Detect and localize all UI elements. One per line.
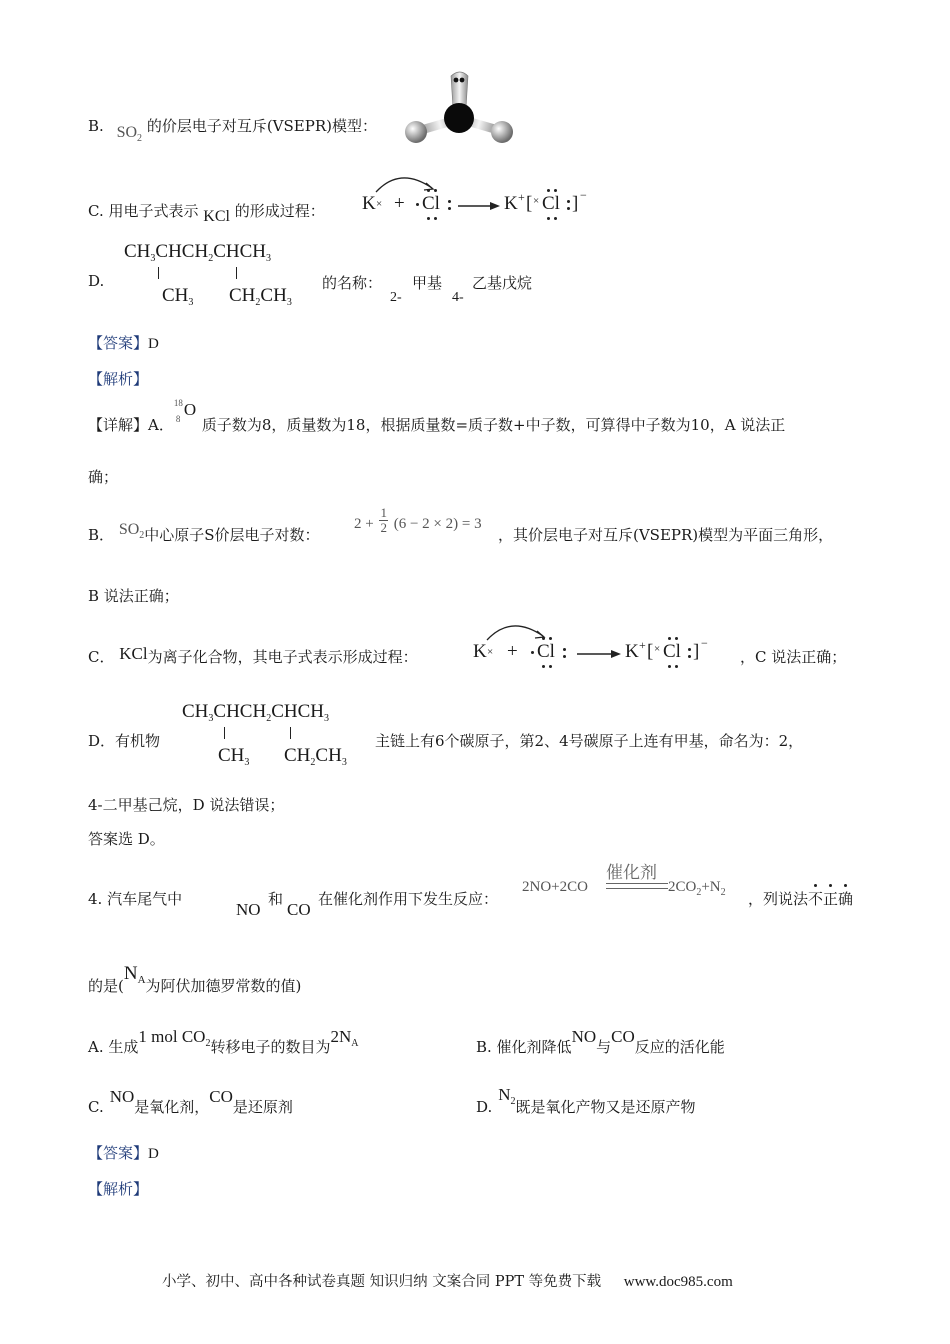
- detail-c-kcl: KCl: [119, 644, 148, 663]
- reaction-equation: [522, 862, 766, 902]
- detail-b-text-2: B 说法正确；: [88, 587, 179, 605]
- methyl-branch: $CH_3$: [162, 285, 194, 308]
- q4-he: 和: [268, 890, 284, 908]
- option-b-line: [88, 115, 377, 144]
- analysis-1-label: 【解析】: [88, 370, 149, 388]
- q4-tail: ，列说法 不 正 确: [748, 888, 853, 909]
- kcl-formula: KCl: [203, 208, 230, 225]
- cl-atom: Cl: [422, 193, 440, 214]
- catalyst-label: 催化剂: [606, 863, 657, 883]
- detail-a-text-2: 确；: [88, 468, 119, 486]
- k-ion-charge: +: [518, 190, 525, 204]
- detail-b-text-after: ，其价层电子对互斥(VSEPR)模型为平面三角形，: [498, 526, 834, 544]
- q4-option-a: A. 生成1 mol $CO_2$转移电子的数目为$2N_A$: [88, 1027, 359, 1056]
- k-ion-charge-2: +: [639, 638, 646, 652]
- structure-formula-detail-d: [182, 702, 372, 772]
- detail-label: 【详解】A．: [88, 416, 174, 434]
- detail-c-prefix: C．: [88, 648, 115, 666]
- electron-formation-top: K × + Cl K + [ × Cl ] −: [362, 170, 602, 225]
- transferred-electron-2: ×: [654, 643, 661, 655]
- plus-sign-2: +: [507, 641, 518, 662]
- detail-c-text: 为离子化合物，其电子式表示形成过程：: [147, 648, 418, 666]
- methyl-branch-2: $CH_3$: [218, 745, 250, 768]
- cl-ion-charge-2: −: [701, 636, 708, 650]
- k-atom-2: K: [473, 641, 487, 662]
- cl-ion-2: Cl: [663, 641, 681, 662]
- detail-d-text: 主链上有6个碳原子，第2、4号碳原子上连有甲基，命名为：2，: [375, 732, 804, 750]
- fraction-denominator: 2: [380, 519, 387, 535]
- detail-c-line: [88, 646, 418, 667]
- reaction-arrow-icon: [458, 201, 502, 211]
- option-d-n2: $N_2$: [498, 1085, 516, 1107]
- reaction-arrow-icon-2: [577, 649, 623, 659]
- option-a-value: $2N_A$: [330, 1027, 359, 1049]
- answer-2-label: 【答案】: [88, 1144, 149, 1162]
- cl-ion: Cl: [542, 193, 560, 214]
- question-4-prefix: 4. 汽车尾气中: [88, 890, 183, 908]
- answer-1: [88, 332, 159, 353]
- detail-d-text-3: 答案选 D。: [88, 830, 165, 848]
- main-chain-2: $CH_3CHCH_2CHCH_3$: [182, 701, 329, 724]
- detail-b-line: [88, 521, 320, 545]
- reactants: 2NO+2CO: [522, 879, 588, 895]
- detail-d-text-2: 4-二甲基己烷，D 说法错误；: [88, 796, 285, 814]
- detail-b-so2: $SO_2$: [118, 521, 145, 541]
- footer-url[interactable]: www.doc985.com: [623, 1274, 733, 1290]
- ethyl-branch-2: $CH_2CH_3$: [284, 745, 347, 768]
- option-b-prefix: B.: [88, 117, 104, 135]
- name-locant-4: 4-: [452, 290, 464, 305]
- emphasis-que: 确: [838, 890, 853, 908]
- name-methyl: 甲基: [412, 274, 443, 292]
- name-ethylpentane: 乙基戊烷: [472, 274, 533, 292]
- detail-b-prefix: B．: [88, 526, 115, 544]
- answer-1-label: 【答案】: [88, 334, 149, 352]
- answer-2-value: D: [148, 1146, 159, 1162]
- transferred-electron: ×: [533, 195, 540, 207]
- answer-2: [88, 1142, 159, 1163]
- option-d-prefix: D.: [88, 272, 105, 290]
- k-atom: K: [362, 193, 376, 214]
- k-electron: ×: [376, 198, 383, 210]
- footer: [162, 1270, 733, 1291]
- q4-line-2: 的是($N_A$为阿伏加德罗常数的值): [88, 963, 302, 995]
- analysis-2-label: 【解析】: [88, 1180, 149, 1198]
- electron-formation-bottom: K × + Cl K + [ × Cl ] −: [473, 618, 733, 673]
- name-locant-2: 2-: [390, 290, 402, 305]
- so2-formula: $SO_2$: [116, 124, 143, 144]
- emphasis-bu: 不: [808, 890, 823, 908]
- structure-formula-d: [124, 242, 314, 312]
- electron-transfer-arrow-icon: [370, 170, 450, 194]
- footer-text: 小学、初中、高中各种试卷真题 知识归纳 文案合同 PPT 等免费下载: [162, 1274, 602, 1290]
- detail-c-text-after: ，C 说法正确；: [740, 648, 847, 666]
- cl-ion-charge: −: [580, 188, 587, 202]
- option-c-prefix: C. 用电子式表示: [88, 202, 199, 220]
- k-ion-2: K: [625, 641, 639, 662]
- detail-b-text: 中心原子S价层电子对数：: [144, 526, 320, 544]
- fraction-numerator: 1: [380, 505, 387, 520]
- emphasis-zheng: 正: [823, 890, 838, 908]
- k-electron-2: ×: [487, 646, 494, 658]
- answer-1-value: D: [148, 336, 159, 352]
- cl-atom-2: Cl: [537, 641, 555, 662]
- plus-sign: +: [394, 193, 405, 214]
- equals-sign: [606, 883, 668, 889]
- q4-option-d: $D.N_2$既是氧化产物又是还原产物: [476, 1085, 696, 1116]
- q4-no: NO: [236, 900, 261, 919]
- products: $2CO_2+N_2$: [668, 879, 726, 898]
- q4-option-c: C.NO是氧化剂，CO是还原剂: [88, 1087, 293, 1116]
- vsepr-equation: 2 + $\frac{1}{2}$ (6 − 2 × 2) = 3: [354, 505, 482, 535]
- option-d-name-label: 的名称：: [322, 274, 383, 292]
- isotope-o18: 18 8 O: [173, 398, 197, 424]
- option-a-amount: 1 mol $CO_2$: [138, 1027, 211, 1049]
- detail-a-line: [88, 398, 786, 435]
- avogadro-na: $N_A$: [123, 963, 146, 986]
- q4-text: 在催化剂作用下发生反应：: [318, 890, 499, 908]
- vsepr-model-image: [400, 70, 520, 150]
- main-chain: $CH_3CHCH_2CHCH_3$: [124, 241, 271, 264]
- option-c-line: [88, 200, 325, 225]
- q4-co: CO: [287, 900, 311, 919]
- q4-option-b: B. 催化剂降低NO与CO反应的活化能: [476, 1027, 725, 1056]
- ethyl-branch: $CH_2CH_3$: [229, 285, 292, 308]
- option-b-text: 的价层电子对互斥(VSEPR)模型：: [146, 117, 377, 135]
- detail-a-text: 质子数为8，质量数为18，根据质量数=质子数+中子数，可算得中子数为10，A 说法正: [201, 416, 786, 434]
- k-ion: K: [504, 193, 518, 214]
- option-c-text: 的形成过程：: [234, 202, 325, 220]
- detail-d-prefix: D．有机物: [88, 732, 161, 750]
